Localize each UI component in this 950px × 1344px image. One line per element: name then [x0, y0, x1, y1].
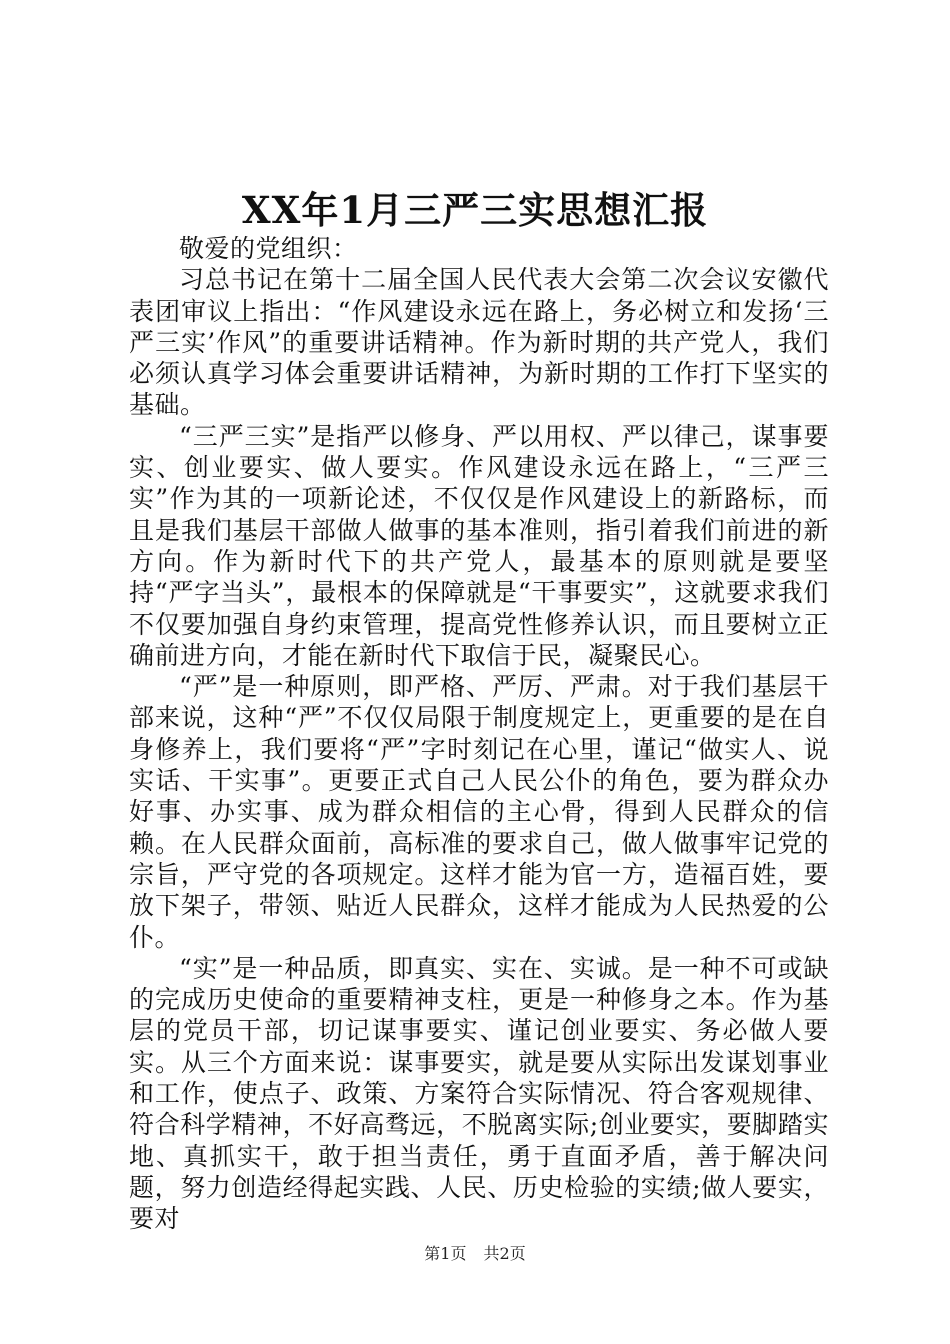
paragraph-4: “实”是一种品质，即真实、实在、实诚。是一种不可或缺的完成历史使命的重要精神支柱，更是一种修身之本。作为基层的党员干部，切记谋事要实、谨记创业要实、务必做人要实。从三个方面来说：谋事要实，就是要从实际出发谋划事业和工作，使点子、政策、方案符合实际情况、符合客观规律、符合科学精神，不好高骛远，不脱离实际;创业要实，要脚踏实地、真抓实干，敢于担当责任，勇于直面矛盾，善于解决问题，努力创造经得起实践、人民、历史检验的实绩;做人要实，要对	[129, 953, 829, 1234]
paragraph-1: 习总书记在第十二届全国人民代表大会第二次会议安徽代表团审议上指出：“作风建设永远在路上，务必树立和发扬‘三严三实’作风”的重要讲话精神。作为新时期的共产党人，我们必须认真学习体会重要讲话精神，为新时期的工作打下坚实的基础。	[129, 265, 829, 420]
salutation: 敬爱的党组织：	[179, 234, 358, 263]
document-body	[129, 233, 829, 1235]
page-footer	[0, 1242, 950, 1266]
paragraph-3: “严”是一种原则，即严格、严厉、严肃。对于我们基层干部来说，这种“严”不仅仅局限于制度规定上，更重要的是在自身修养上，我们要将“严”字时刻记在心里，谨记“做实人、说实话、干实事”。更要正式自己人民公仆的角色，要为群众办好事、办实事、成为群众相信的主心骨，得到人民群众的信赖。在人民群众面前，高标准的要求自己，做人做事牢记党的宗旨，严守党的各项规定。这样才能为官一方，造福百姓，要放下架子，带领、贴近人民群众，这样才能成为人民热爱的公仆。	[129, 672, 829, 952]
document-title: XX年1月三严三实思想汇报	[241, 188, 709, 232]
page-count: 共2页	[483, 1244, 526, 1263]
page-number: 第1页	[424, 1244, 467, 1263]
paragraph-2: “三严三实”是指严以修身、严以用权、严以律己，谋事要实、创业要实、做人要实。作风建设永远在路上，“三严三实”作为其的一项新论述，不仅仅是作风建设上的新路标，而且是我们基层干部做人做事的基本准则，指引着我们前进的新方向。作为新时代下的共产党人，最基本的原则就是要坚持“严字当头”，最根本的保障就是“干事要实”，这就要求我们不仅要加强自身约束管理，提高党性修养认识，而且要树立正确前进方向，才能在新时代下取信于民，凝聚民心。	[129, 421, 829, 670]
